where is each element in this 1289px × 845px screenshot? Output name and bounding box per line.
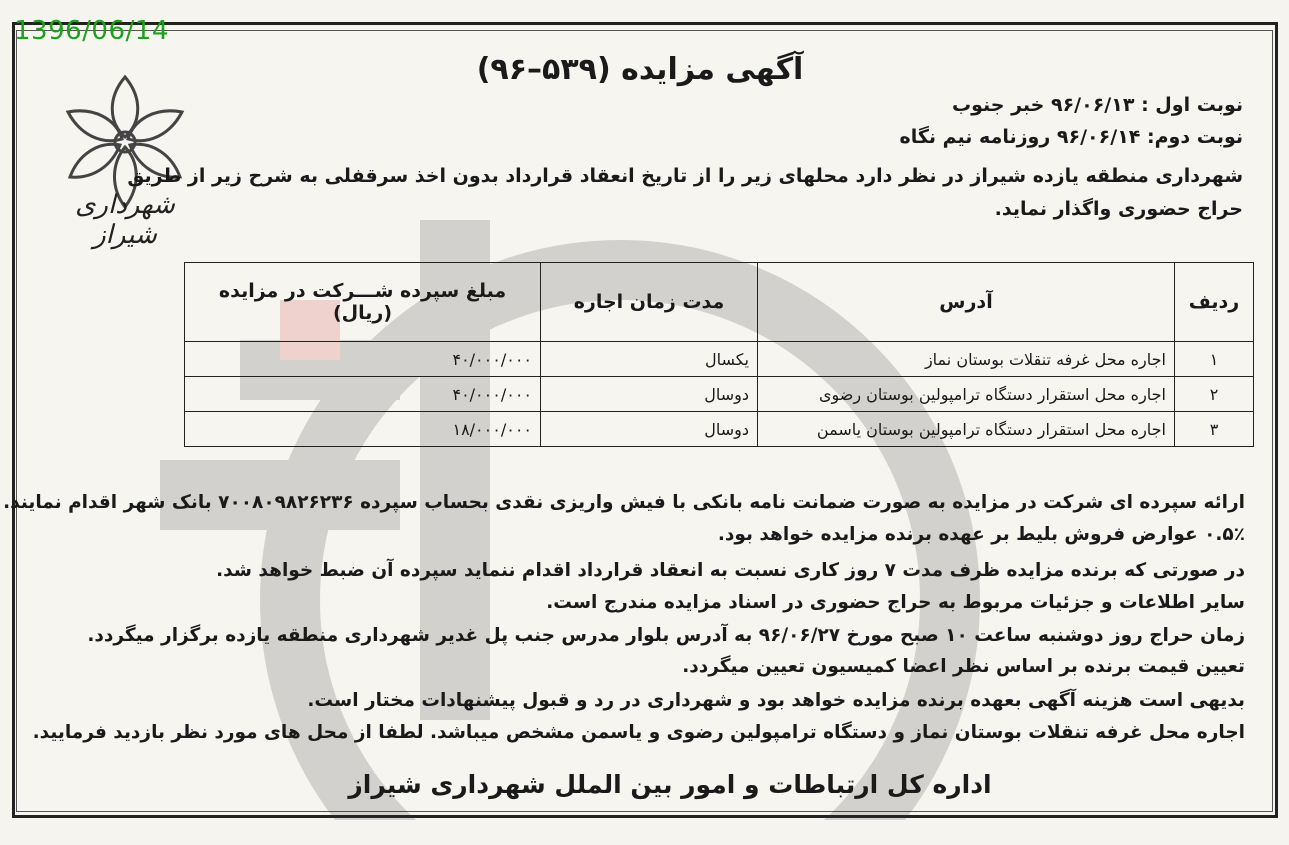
- row-duration: یکسال: [541, 342, 758, 377]
- row-deposit: ۴۰/۰۰۰/۰۰۰: [185, 377, 541, 412]
- header-duration: مدت زمان اجاره: [541, 263, 758, 342]
- row-address: اجاره محل غرفه تنقلات بوستان نماز: [758, 342, 1175, 377]
- header-deposit-line1: مبلغ سپرده شـــرکت در مزایده: [218, 280, 507, 302]
- footer-signature: اداره کل ارتباطات و امور بین الملل شهرداری شیراز: [348, 770, 992, 799]
- condition-line: زمان حراج روز دوشنبه ساعت ۱۰ صبح مورخ ۹۶/۰۶/۲۷ به آدرس بلوار مدرس جنب پل غدیر شهرداری منطقه یازده برگزار میگردد.: [87, 625, 1245, 646]
- condition-line: سایر اطلاعات و جزئیات مربوط به حراج حضوری در اسناد مزایده مندرج است.: [546, 592, 1245, 613]
- items-table: [184, 262, 1254, 447]
- table-header-row: [185, 263, 1254, 342]
- table-row: [185, 377, 1254, 412]
- table-row: [185, 342, 1254, 377]
- row-index: ۲: [1175, 377, 1254, 412]
- row-index: ۱: [1175, 342, 1254, 377]
- intro-line-2: حراج حضوری واگذار نماید.: [994, 198, 1243, 220]
- header-index: ردیف: [1175, 263, 1254, 342]
- logo-caption: شهرداری شیراز: [75, 190, 175, 250]
- row-deposit: ۱۸/۰۰۰/۰۰۰: [185, 412, 541, 447]
- condition-line: ارائه سپرده ای شرکت در مزایده به صورت ضمانت نامه بانکی با فیش واریزی نقدی بحساب سپرده ۷۰۰۸۰۹۸۲۶۲۳۶ بانک شهر اقدام نمایند.: [3, 492, 1245, 513]
- header-deposit-line2: (ریال): [332, 302, 393, 324]
- header-deposit: [185, 263, 541, 342]
- condition-line: تعیین قیمت برنده بر اساس نظر اعضا کمیسیون تعیین میگردد.: [682, 656, 1245, 677]
- row-duration: دوسال: [541, 377, 758, 412]
- date-stamp: 1396/06/14: [14, 16, 169, 46]
- row-deposit: ۴۰/۰۰۰/۰۰۰: [185, 342, 541, 377]
- condition-line: بدیهی است هزینه آگهی بعهده برنده مزایده خواهد بود و شهرداری در رد و قبول پیشنهادات مختار است.: [307, 690, 1245, 711]
- condition-line: ۰.۵٪ عوارض فروش بلیط بر عهده برنده مزایده خواهد بود.: [717, 524, 1245, 545]
- first-publication: نوبت اول : ۹۶/۰۶/۱۳ خبر جنوب: [952, 94, 1243, 116]
- table-row: [185, 412, 1254, 447]
- notice-title: آگهی مزایده (۵۳۹–۹۶): [476, 52, 804, 87]
- condition-line: اجاره محل غرفه تنقلات بوستان نماز و دستگاه ترامپولین رضوی و یاسمن مشخص میباشد. لطفا از محل های مورد نظر بازدید فرمایید.: [32, 722, 1245, 743]
- row-address: اجاره محل استقرار دستگاه ترامپولین بوستان رضوی: [758, 377, 1175, 412]
- condition-line: در صورتی که برنده مزایده ظرف مدت ۷ روز کاری نسبت به انعقاد قرارداد اقدام ننماید سپرده آن ضبط خواهد شد.: [216, 560, 1245, 581]
- row-duration: دوسال: [541, 412, 758, 447]
- intro-line-1: شهرداری منطقه یازده شیراز در نظر دارد محلهای زیر را از تاریخ انعقاد قرارداد بدون اخذ سرقفلی به شرح زیر از طریق: [127, 165, 1243, 187]
- header-address: آدرس: [758, 263, 1175, 342]
- row-index: ۳: [1175, 412, 1254, 447]
- row-address: اجاره محل استقرار دستگاه ترامپولین بوستان یاسمن: [758, 412, 1175, 447]
- second-publication: نوبت دوم: ۹۶/۰۶/۱۴ روزنامه نیم نگاه: [899, 126, 1243, 148]
